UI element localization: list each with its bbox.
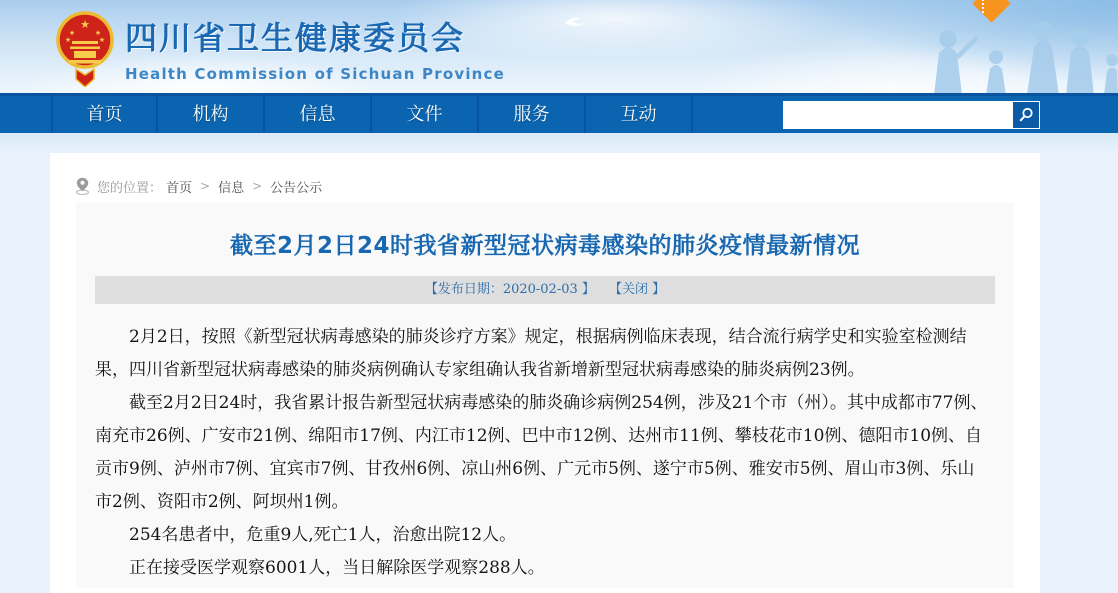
breadcrumb-separator: > bbox=[200, 179, 211, 193]
article-paragraph: 2月2日，按照《新型冠状病毒感染的肺炎诊疗方案》规定，根据病例临床表现，结合流行病学史和实验室检测结果，四川省新型冠状病毒感染的肺炎病例确认专家组确认我省新增新型冠状病毒感染的肺炎病例23例。 bbox=[95, 327, 967, 380]
article-paragraph: 254名患者中，危重9人,死亡1人，治愈出院12人。 bbox=[129, 525, 517, 545]
breadcrumb-item-announcements[interactable]: 公告公示 bbox=[270, 180, 323, 196]
breadcrumb bbox=[50, 153, 1040, 203]
nav-item-information[interactable]: 信息 bbox=[265, 96, 372, 133]
nav-item-institution[interactable]: 机构 bbox=[158, 96, 265, 133]
search-input[interactable] bbox=[784, 103, 1013, 127]
dove-icon bbox=[565, 16, 585, 28]
nav-item-documents[interactable]: 文件 bbox=[372, 96, 479, 133]
svg-text:★: ★ bbox=[68, 29, 76, 37]
svg-text:★: ★ bbox=[80, 18, 90, 31]
close-button[interactable]: 【关闭 】 bbox=[609, 282, 666, 297]
nav-item-interaction[interactable]: 互动 bbox=[586, 96, 693, 133]
site-title[interactable]: 四川省卫生健康委员会 bbox=[125, 19, 466, 57]
article-paragraph: 正在接受医学观察6001人，当日解除医学观察288人。 bbox=[129, 558, 545, 578]
search-icon bbox=[1018, 107, 1034, 123]
breadcrumb-item-home[interactable]: 首页 bbox=[166, 180, 193, 196]
article-title: 截至2月2日24时我省新型冠状病毒感染的肺炎疫情最新情况 bbox=[229, 233, 860, 259]
article-body bbox=[95, 321, 990, 585]
site-brand[interactable] bbox=[55, 9, 505, 87]
family-silhouettes-icon bbox=[828, 5, 1118, 93]
national-emblem-icon bbox=[55, 9, 115, 87]
main-navigation bbox=[0, 93, 1118, 133]
breadcrumb-separator: > bbox=[252, 179, 263, 193]
svg-text:★: ★ bbox=[64, 36, 72, 44]
search-button[interactable] bbox=[1013, 102, 1039, 128]
breadcrumb-item-information[interactable]: 信息 bbox=[218, 180, 245, 196]
article-paragraph: 截至2月2日24时，我省累计报告新型冠状病毒感染的肺炎确诊病例254例，涉及21个市（州）。其中成都市77例、南充市26例、广安市21例、绵阳市17例、内江市12例、巴中市12例、达州市11例、攀枝花市10例、德阳市10例、自贡市9例、泸州市7例、宜宾市7例、甘孜州6例、凉山州6例、广元市5例、遂宁市5例、雅安市5例、眉山市3例、乐山市2例、资阳市2例、阿坝州1例。 bbox=[95, 393, 988, 512]
svg-text:★: ★ bbox=[98, 36, 106, 44]
site-header bbox=[0, 0, 1118, 93]
content-container bbox=[50, 153, 1040, 593]
location-pin-icon bbox=[75, 177, 90, 195]
nav-item-services[interactable]: 服务 bbox=[479, 96, 586, 133]
page-background bbox=[0, 133, 1118, 593]
site-subtitle: Health Commission of Sichuan Province bbox=[125, 65, 506, 83]
article-card bbox=[76, 203, 1014, 588]
article-meta-bar bbox=[95, 276, 995, 304]
search-box bbox=[783, 101, 1040, 129]
breadcrumb-label: 您的位置： bbox=[97, 180, 163, 196]
nav-item-home[interactable]: 首页 bbox=[51, 96, 158, 133]
publish-date: 【发布日期：2020-02-03 】 bbox=[424, 282, 595, 297]
svg-text:★: ★ bbox=[94, 29, 102, 37]
